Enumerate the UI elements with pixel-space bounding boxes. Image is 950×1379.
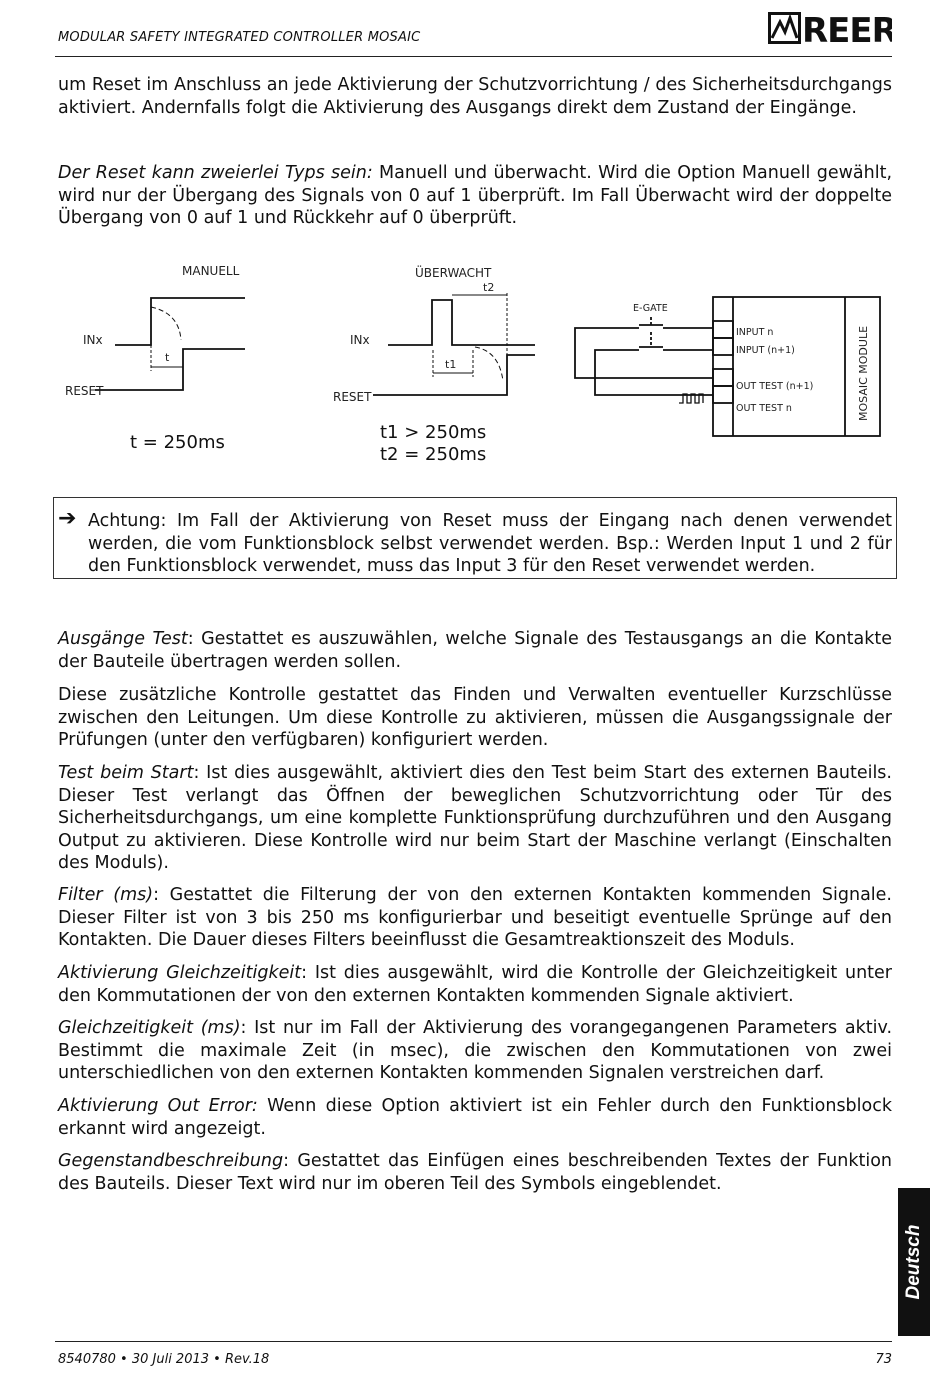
section-label: Aktivierung Out Error: xyxy=(58,1096,258,1116)
out-test-n-label: OUT TEST n xyxy=(736,403,792,414)
section-gleichzeitigkeit-ms xyxy=(58,1017,892,1085)
section-text: Gestattet es auszuwählen, welche Signale des Testausgangs an die Kontakte der Bauteile übertragen werden sollen. xyxy=(58,629,892,672)
manuell-formula: t = 250ms xyxy=(130,432,225,453)
arrow-right-icon: ➔ xyxy=(58,506,77,531)
ueberwacht-title: ÜBERWACHT xyxy=(415,266,492,280)
section-aktivierung-gleichzeitigkeit xyxy=(58,962,892,1007)
footer-divider xyxy=(55,1341,892,1342)
out-test-n1-label: OUT TEST (n+1) xyxy=(736,381,814,392)
logo-wordmark: REER xyxy=(802,11,892,46)
ueberwacht-t2-label: t2 xyxy=(483,281,495,294)
section-sep: : xyxy=(187,629,194,649)
section-text: Gestattet die Filterung der von den externen Kontakten kommenden Signale. Dieser Filter ist von 3 bis 250 ms konfigurierbar und beseitigt eventuelle Sprünge auf den Kontakten. Die Dauer dieses Filters beeinflusst die Gesamtreaktionszeit des Moduls. xyxy=(58,885,892,950)
ueberwacht-inx-label: INx xyxy=(350,333,370,347)
section-label: Gegenstandbeschreibung xyxy=(58,1151,284,1171)
section-label: Filter (ms) xyxy=(58,885,154,905)
page-number: 73 xyxy=(875,1352,892,1367)
ueberwacht-formula-t1: t1 > 250ms xyxy=(380,422,487,443)
section-text: Wenn diese Option aktiviert ist ein Fehler durch den Funktionsblock erkannt wird angezeigt. xyxy=(58,1096,892,1139)
attention-note-box xyxy=(53,497,897,579)
section-ausgaenge-test xyxy=(58,628,892,673)
language-side-tab-label: Deutsch xyxy=(903,1224,924,1300)
manuell-t-label: t xyxy=(165,351,170,364)
section-sep: : xyxy=(153,885,160,905)
input-n-label: INPUT n xyxy=(736,327,774,338)
input-n1-label: INPUT (n+1) xyxy=(736,345,795,356)
language-side-tab xyxy=(898,1188,930,1336)
section-text: Ist dies ausgewählt, aktiviert dies den Test beim Start des externen Bauteils. Dieser Test verlangt das Öffnen der beweglichen Schutzvorrichtung oder Tür des Sicherheitsdurchgangs, um eine komplette Funktionsprüfung durchzuführen und den Ausgang Output zu aktivieren. Diese Kontrolle wird nur beim Start der Maschine verlangt (Einschalten des Moduls). xyxy=(58,763,892,873)
reset-types-lead: Der Reset kann zweierlei Typs sein: xyxy=(58,163,373,183)
paragraph-reset-intro: um Reset im Anschluss an jede Aktivierung der Schutzvorrichtung / des Sicherheitsdurchgangs aktiviert. Andernfalls folgt die Aktivierung des Ausgangs direkt dem Zustand der Eingänge. xyxy=(58,75,892,118)
section-sep: : xyxy=(193,763,200,783)
section-test-beim-start xyxy=(58,762,892,875)
section-text: Ist dies ausgewählt, wird die Kontrolle der Gleichzeitigkeit unter den Kommutationen der von den externen Kontakten kommenden Signale aktiviert. xyxy=(58,963,892,1006)
section-text: Diese zusätzliche Kontrolle gestattet das Finden und Verwalten eventueller Kurzschlüsse zwischen den Leitungen. Um diese Kontrolle zu aktivieren, müssen die Ausgangssignale der Prüfungen (unter den verfügbaren) konfiguriert werden. xyxy=(58,685,892,750)
section-text: Gestattet das Einfügen eines beschreibenden Textes der Funktion des Bauteils. Dieser Text wird nur im oberen Teil des Symbols eingeblendet. xyxy=(58,1151,892,1194)
section-gegenstandbeschreibung xyxy=(58,1150,892,1195)
manuell-title: MANUELL xyxy=(182,264,240,278)
attention-note-text: Achtung: Im Fall der Aktivierung von Reset muss der Eingang nach denen verwendet werden, die vom Funktionsblock selbst verwendet werden. Bsp.: Werden Input 1 und 2 für den Funktionsblock verwendet, muss das Input 3 für den Reset verwendet werden. xyxy=(88,511,892,576)
reset-types-text: Manuell und überwacht. Wird die Option Manuell gewählt, wird nur der Übergang des Signals von 0 auf 1 überprüft. Im Fall Überwacht wird der doppelte Übergang von 0 auf 1 und Rückkehr auf 0 überprüft. xyxy=(58,163,893,228)
section-label: Test beim Start xyxy=(58,763,194,783)
manuell-inx-signal xyxy=(115,298,245,345)
paragraph-reset-types xyxy=(58,162,892,230)
manuell-reset-signal xyxy=(95,349,245,390)
section-sep: : xyxy=(283,1151,290,1171)
reer-logo xyxy=(768,10,892,50)
section-sep: : xyxy=(301,963,308,983)
header-divider xyxy=(55,56,892,57)
ueberwacht-reset-label: RESET xyxy=(333,390,372,404)
section-text: Ist nur im Fall der Aktivierung des vorangegangenen Parameters aktiv. Bestimmt die maximale Zeit (in msec), die zwischen den Kommutationen von zwei unterschiedlichen von den externen Kontakten kommenden Signalen verstreichen darf. xyxy=(58,1018,893,1083)
footer-document-info: 8540780 • 30 Juli 2013 • Rev.18 xyxy=(58,1352,270,1367)
section-label: Ausgänge Test xyxy=(58,629,188,649)
manuell-inx-label: INx xyxy=(83,333,103,347)
manuell-reset-label: RESET xyxy=(65,384,104,398)
document-header-title: MODULAR SAFETY INTEGRATED CONTROLLER MOSAIC xyxy=(58,30,421,45)
mosaic-module-box xyxy=(713,297,880,436)
ueberwacht-formula-t2: t2 = 250ms xyxy=(380,444,487,465)
ueberwacht-inx-signal xyxy=(388,300,535,345)
section-kurzschluss-text xyxy=(58,684,892,752)
mosaic-module-label: MOSAIC MODULE xyxy=(857,325,870,421)
section-label: Aktivierung Gleichzeitigkeit xyxy=(58,963,302,983)
ueberwacht-t1-label: t1 xyxy=(445,358,457,371)
section-aktivierung-out-error xyxy=(58,1095,892,1140)
egate-label: E-GATE xyxy=(633,303,668,314)
section-filter xyxy=(58,884,892,952)
section-label: Gleichzeitigkeit (ms) xyxy=(58,1018,241,1038)
section-sep: : xyxy=(240,1018,247,1038)
